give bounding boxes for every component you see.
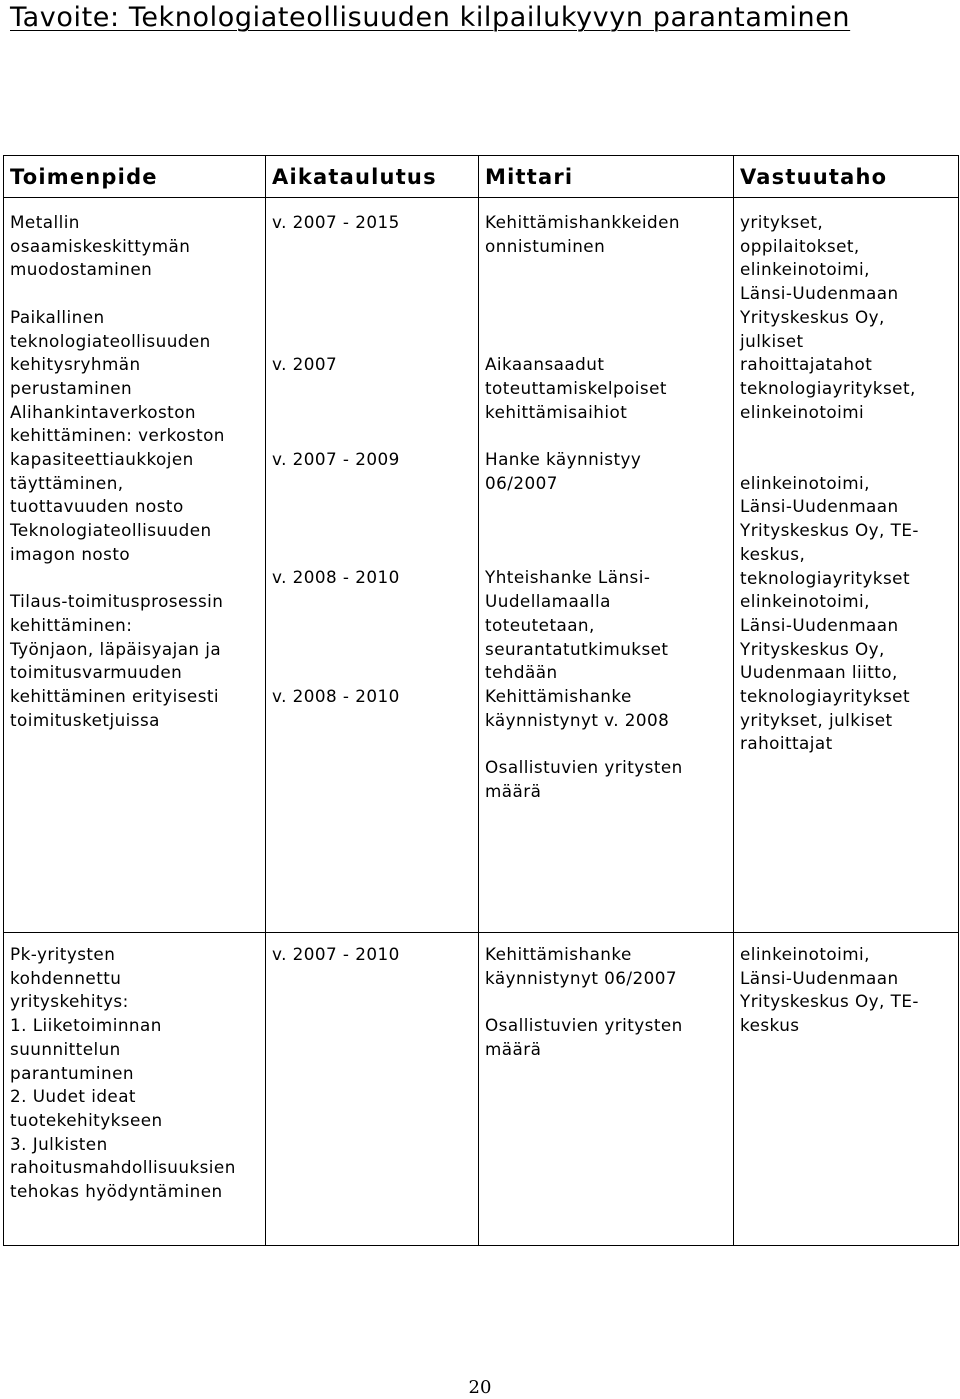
cell-mittari — [479, 198, 734, 933]
table-row — [4, 198, 959, 933]
indicator-text: Kehittämishanke käynnistynyt 06/2007 — [485, 944, 678, 988]
page-number: 20 — [468, 1377, 492, 1398]
cell-vastuutaho — [734, 198, 959, 933]
measure-text: Pk-yritysten kohdennettu yrityskehitys: 1. Liiketoiminnan suunnittelun parantuminen 2. Uudet ideat tuotekehitykseen 3. Julkisten rahoitusmahdollisuuksien tehokas hyödyntäminen — [10, 944, 236, 1202]
measure-text: Teknologiateollisuuden imagon nosto — [10, 520, 212, 564]
indicator-text: Hanke käynnistyy 06/2007 — [485, 448, 642, 493]
cell-aikataulutus — [266, 198, 479, 933]
measure-text: Paikallinen teknologiateollisuuden kehitysryhmän perustaminen — [10, 306, 211, 398]
indicator-text: Yhteishanke Länsi- Uudellamaalla toteutetaan, seurantatutkimukset tehdään — [485, 567, 669, 683]
header-aikataulutus: Aikataulutus — [266, 156, 479, 198]
schedule-text: v. 2007 - 2009 — [272, 448, 400, 469]
measure-text: Tilaus-toimitusprosessin kehittäminen: Työnjaon, läpäisyajan ja toimitusvarmuuden kehittäminen erityisesti toimitusketjuissa — [10, 591, 224, 730]
header-toimenpide: Toimenpide — [4, 156, 266, 198]
indicator-text: Aikaansaadut toteuttamiskelpoiset kehittämisaihiot — [485, 354, 667, 422]
schedule-text: v. 2007 - 2015 — [272, 212, 400, 232]
cell-mittari — [479, 933, 734, 1246]
measure-text: Metallin osaamiskeskittymän muodostaminen — [10, 212, 191, 280]
action-plan-table — [3, 155, 959, 1246]
cell-toimenpide — [4, 933, 266, 1246]
responsible-text: teknologiayritykset, elinkeinotoimi — [740, 377, 916, 422]
indicator-text: Osallistuvien yritysten määrä — [485, 1015, 683, 1059]
responsible-text: yritykset, julkiset rahoittajat — [740, 709, 893, 754]
schedule-text: v. 2008 - 2010 — [272, 685, 400, 706]
header-mittari: Mittari — [479, 156, 734, 198]
header-vastuutaho: Vastuutaho — [734, 156, 959, 198]
page-title: Tavoite: Teknologiateollisuuden kilpailukyvyn parantaminen — [10, 2, 851, 33]
header-row — [4, 156, 959, 198]
indicator-text: Kehittämishankkeiden onnistuminen — [485, 212, 680, 256]
cell-toimenpide — [4, 198, 266, 933]
schedule-text: v. 2007 — [272, 354, 338, 375]
indicator-text: Osallistuvien yritysten määrä — [485, 757, 683, 801]
measure-text: Alihankintaverkoston kehittäminen: verkoston kapasiteettiaukkojen täyttäminen, tuottavuuden nosto — [10, 401, 225, 517]
indicator-text: Kehittämishanke käynnistynyt v. 2008 — [485, 686, 670, 730]
responsible-text: yritykset, oppilaitokset, elinkeinotoimi, Länsi-Uudenmaan Yrityskeskus Oy, julkiset rahoittajatahot — [740, 212, 899, 375]
responsible-text: elinkeinotoimi, Länsi-Uudenmaan Yrityskeskus Oy, TE- keskus, teknologiayritykset — [740, 472, 919, 588]
responsible-text: elinkeinotoimi, Länsi-Uudenmaan Yrityskeskus Oy, TE- keskus — [740, 944, 919, 1036]
schedule-text: v. 2007 - 2010 — [272, 944, 400, 964]
cell-vastuutaho — [734, 933, 959, 1246]
cell-aikataulutus — [266, 933, 479, 1246]
table-row — [4, 933, 959, 1246]
responsible-text: elinkeinotoimi, Länsi-Uudenmaan Yrityskeskus Oy, Uudenmaan liitto, teknologiayritykset — [740, 591, 910, 707]
schedule-text: v. 2008 - 2010 — [272, 567, 400, 588]
